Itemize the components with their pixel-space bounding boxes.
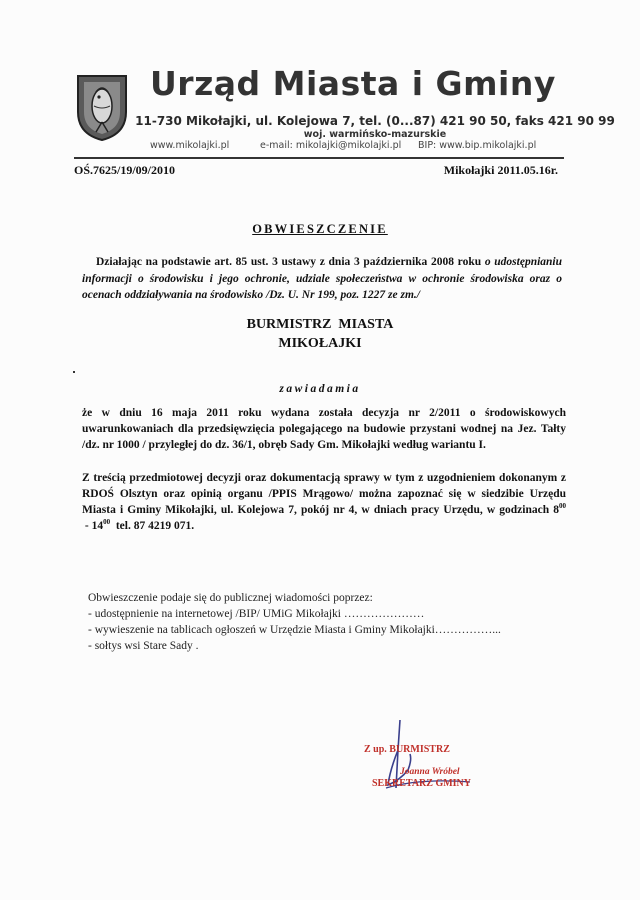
phone-number: tel. 87 4219 071. xyxy=(110,520,195,532)
publication-item: - udostępnienie na internetowej /BIP/ UMiG Mikołajki ………………… xyxy=(88,608,425,620)
document-title: OBWIESZCZENIE xyxy=(252,222,388,236)
publication-item: - wywieszenie na tablicach ogłoszeń w Urzędzie Miasta i Gminy Mikołajki……………... xyxy=(88,624,501,636)
access-paragraph xyxy=(82,470,566,534)
access-text: Z treścią przedmiotowej decyzji oraz dokumentacją sprawy w tym z uzgodnieniem dokonanym z RDOŚ Olsztyn oraz opinią organu /PPIS Mrągowo/ można zapoznać się w siedzibie Urzędu Miasta i Gminy Mikołajki, ul. Kolejowa 7, pokój nr 4, w dniach pracy Urzędu, w godzinach 8 xyxy=(82,472,566,516)
publication-item: - sołtys wsi Stare Sady . xyxy=(88,640,199,652)
authority-line-1: BURMISTRZ MIASTA xyxy=(246,317,394,332)
handwritten-signature xyxy=(360,710,500,810)
authority-line-2: MIKOŁAJKI xyxy=(278,336,362,351)
issuing-authority xyxy=(0,315,640,353)
legal-basis xyxy=(82,254,562,304)
office-address: 11-730 Mikołajki, ul. Kolejowa 7, tel. (0...87) 421 90 50, faks 421 90 99 xyxy=(135,114,615,128)
stray-dot xyxy=(73,371,75,373)
office-name: Urząd Miasta i Gminy xyxy=(150,64,556,103)
publication-intro: Obwieszczenie podaje się do publicznej wiadomości poprzez: xyxy=(88,592,373,604)
email-link: e-mail: mikolajki@mikolajki.pl xyxy=(260,140,402,151)
header-divider xyxy=(74,157,564,159)
hours-separator: - 14 xyxy=(82,520,104,532)
stamp-signatory: Joanna Wróbel xyxy=(400,767,460,777)
website-link: www.mikolajki.pl xyxy=(150,140,230,151)
bip-link: BIP: www.bip.mikolajki.pl xyxy=(418,140,537,151)
publication-section xyxy=(88,590,568,654)
stamp-position: SEKRETARZ GMINY xyxy=(372,778,471,789)
stamp-authorization: Z up. BURMISTRZ xyxy=(364,744,450,755)
hours-from-minutes: 00 xyxy=(559,502,566,511)
place-date: Mikołajki 2011.05.16r. xyxy=(443,163,558,177)
decision-paragraph: że w dniu 16 maja 2011 roku wydana została decyzja nr 2/2011 o środowiskowych uwarunkowaniach dla przedsięwzięcia polegającego na budowie przystani wodnej na Jez. Tałty /dz. nr 1000 / przyległej do dz. 36/1, obręb Sady Gm. Mikołajki według wariantu I. xyxy=(82,407,566,451)
notifies-heading: zawiadamia xyxy=(279,383,361,395)
legal-act-title: o udostępnianiu informacji o środowisku i jego ochronie, udziale społeczeństwa w ochronie środowiska oraz o ocenach oddziaływania na środowisko /Dz. U. Nr 199, poz. 1227 ze zm./ xyxy=(82,256,563,301)
office-region: woj. warmińsko-mazurskie xyxy=(303,129,447,140)
reference-number: OŚ.7625/19/09/2010 xyxy=(74,163,176,177)
hours-to-minutes: 00 xyxy=(103,518,111,527)
legal-basis-text: Działając na podstawie art. 85 ust. 3 ustawy z dnia 3 października 2008 roku xyxy=(96,256,482,268)
